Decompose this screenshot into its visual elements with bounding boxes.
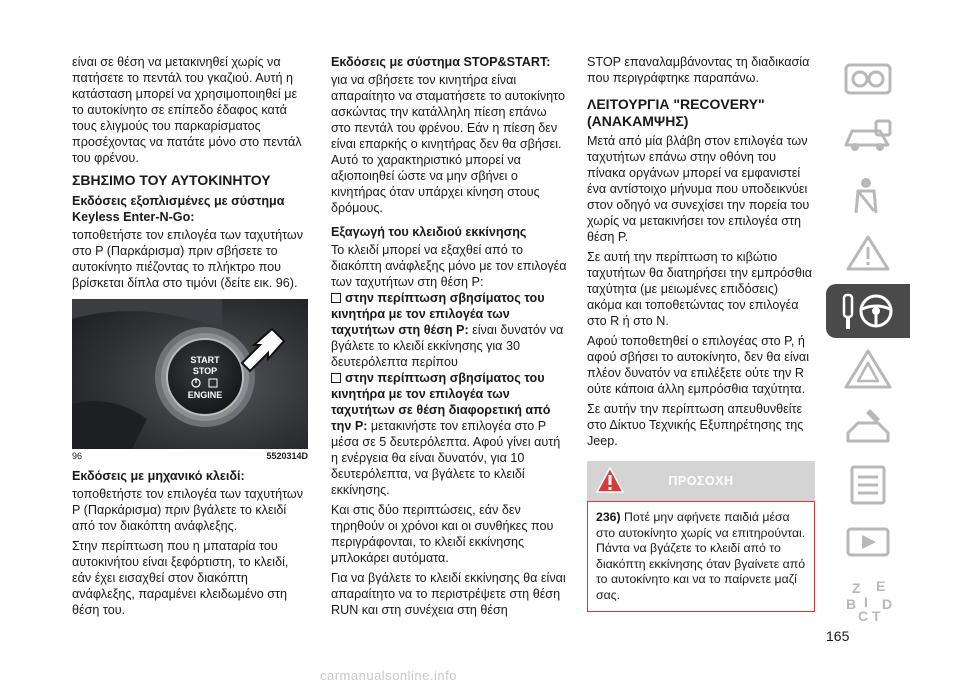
key-steering-wheel-icon	[838, 289, 898, 333]
tab-seatbelt[interactable]	[826, 168, 910, 222]
start-stop-button-figure	[72, 299, 308, 449]
page-number: 165	[826, 628, 850, 644]
bullet-item-other-position: στην περίπτωση σβησίματος του κινητήρα με τον επιλογέα των ταχυτήτων σε θέση διαφορετική από την P: μετακινήστε τον επιλογέα στο P μέσα σε 5 δευτερόλεπτα. Αφού γίνει αυτή η ενέργεια θα είναι δυνατόν, για 10 δευτερόλεπτα, να βγάλετε το κλειδί εκκίνησης.	[331, 371, 561, 497]
button-label-engine: ENGINE	[187, 390, 223, 400]
tab-safety[interactable]	[826, 110, 910, 164]
paragraph-key-extraction: Το κλειδί μπορεί να εξαχθεί από το διακόπτη ανάφλεξης μόνο με τον επιλογέα των ταχυτήτων στη θέση P:	[331, 243, 567, 289]
svg-text:E: E	[876, 578, 886, 594]
checkbox-bullet-icon	[331, 293, 341, 303]
start-stop-photo	[72, 299, 308, 449]
warning-header	[587, 461, 815, 501]
dashboard-car-icon	[840, 57, 896, 101]
svg-text:T: T	[872, 608, 881, 624]
button-label-start: START	[190, 355, 220, 365]
button-label-stop: STOP	[192, 366, 218, 376]
alphabetical-index-icon	[840, 577, 896, 625]
paragraph-recovery-1: Μετά από μία βλάβη στον επιλογέα των ταχυτήτων επάνω στην οθόνη του πίνακα οργάνων μπορεί να εμφανιστεί ένα αντίστοιχο μήνυμα που υποδεικνύει στον οδηγό να συνεχίσει την πορεία του χωρίς να μετακινήσει τον επιλογέα στη θέση P.	[587, 134, 810, 244]
tab-multimedia[interactable]	[826, 516, 910, 570]
paragraph-recovery-4: Σε αυτήν την περίπτωση απευθυνθείτε στο Δίκτυο Τεχνικής Εξυπηρέτησης της Jeep.	[587, 402, 804, 448]
paragraph-recovery-2: Σε αυτή την περίπτωση το κιβώτιο ταχυτήτων θα διατηρήσει την εμπρόσθια ταχύτητα (με μειωμένες επιδόσεις) ακόμα και τοποθετώντας τον επιλογέα στο R ή στο N.	[587, 250, 813, 328]
column-2	[331, 54, 567, 622]
svg-text:C: C	[858, 608, 869, 624]
tab-alphabetical-index[interactable]	[826, 574, 910, 628]
paragraph-battery: Στην περίπτωση που η μπαταρία του αυτοκινήτου είναι ξεφόρτιστη, το κλειδί, εάν έχει εισαχθεί στον διακόπτη ανάφλεξης, παραμένει κλειδωμένο στη θέση του.	[72, 539, 289, 617]
figure-caption	[72, 451, 308, 462]
bullet-item-p-position: στην περίπτωση σβησίματος του κινητήρα με τον επιλογέα των ταχυτήτων στη θέση P: είναι δυνατόν να βγάλετε το κλειδί εκκίνησης για 30 δευτερόλεπτα περίπου	[331, 291, 564, 369]
paragraph-mechanical-key: τοποθετήστε τον επιλογέα των ταχυτήτων P (Παρκάρισμα) πριν βγάλετε το κλειδί από τον διακόπτη ανάφλεξης.	[72, 487, 303, 533]
watermark: carmanualsonline.info	[320, 668, 457, 683]
warning-text: Ποτέ μην αφήνετε παιδιά μέσα στο αυτοκίνητο χωρίς να επιτηρούνται. Πάντα να βγάζετε το κλειδί από το διακόπτη εκκίνησης όταν βγαίνετε από το αυτοκίνητο και να το παίρνετε μαζί σας.	[596, 510, 806, 602]
figure-code: 5520314D	[266, 451, 308, 461]
chapter-sidebar	[826, 52, 910, 632]
svg-text:Z: Z	[852, 580, 861, 596]
tab-warnings[interactable]	[826, 226, 910, 280]
paragraph-keyless: τοποθετήστε τον επιλογέα των ταχυτήτων στο P (Παρκάρισμα) πριν σβήσετε το αυτοκίνητο πιέζοντας το πλήκτρο που βρίσκεται δίπλα στο τιμόνι (δείτε εικ. 96).	[72, 228, 303, 290]
warning-number: 236)	[596, 510, 621, 524]
column-1	[72, 54, 308, 622]
svg-text:D: D	[882, 596, 893, 612]
subhead-keyless: Εκδόσεις εξοπλισμένες με σύστημα Keyless Enter-N-Go:	[72, 194, 285, 224]
tab-dashboard[interactable]	[826, 52, 910, 106]
intro-paragraph: είναι σε θέση να μετακινηθεί χωρίς να πατήσετε το πεντάλ του γκαζιού. Αυτή η κατάσταση μπορεί να χρησιμοποιηθεί με το αυτοκίνητο σε επίπεδο έδαφος κατά τους ελιγμούς του παρκαρίσματος προσέχοντας να πατάτε μόνο στο πεντάλ του φρένου.	[72, 55, 302, 165]
warning-triangle-icon	[840, 231, 896, 275]
warning-body	[587, 501, 815, 612]
figure-number: 96	[72, 451, 83, 461]
technical-data-list-icon	[840, 463, 896, 507]
warning-exclamation-icon	[595, 466, 625, 496]
seatbelt-icon	[840, 173, 896, 217]
tab-emergency[interactable]	[826, 342, 910, 396]
svg-text:I: I	[864, 594, 868, 610]
subhead-stop-start: Εκδόσεις με σύστημα STOP&START:	[331, 55, 551, 69]
paragraph-recovery-3: Αφού τοποθετηθεί ο επιλογέας στο P, ή αφού σβήσει το αυτοκίνητο, δεν θα είναι πλέον δυνατόν να επιλέξετε ούτε την R ούτε κάποια άλλη εμπρόσθια ταχύτητα.	[587, 334, 809, 396]
section-heading-recovery: ΛΕΙΤΟΥΡΓΙΑ "RECOVERY" (ΑΝΑΚΑΜΨΗΣ)	[587, 96, 765, 129]
paragraph-stop-start: για να σβήσετε τον κινητήρα είναι απαραίτητο να σταματήσετε το αυτοκίνητο ασκώντας την κατάλληλη πίεση επάνω στο πεντάλ του φρένου. Εάν η πίεση δεν είναι επαρκής ο κινητήρας δεν θα σβήσει. Αυτό το χαρακτηριστικό μπορεί να αξιοποιηθεί ώστε να μην σβήνει ο κινητήρας όταν υπάρχει κίνηση στους δρόμους.	[331, 73, 565, 215]
subhead-key-extraction: Εξαγωγή του κλειδιού εκκίνησης	[331, 225, 527, 239]
checkbox-bullet-icon	[331, 373, 341, 383]
section-heading-engine-off: ΣΒΗΣΙΜΟ ΤΟΥ ΑΥΤΟΚΙΝΗΤΟΥ	[72, 172, 271, 188]
car-safety-icon	[840, 115, 896, 159]
tab-starting-driving[interactable]	[826, 284, 910, 338]
maintenance-wrench-icon	[840, 405, 896, 449]
subhead-mechanical-key: Εκδόσεις με μηχανικό κλειδί:	[72, 469, 245, 483]
warning-title: ΠΡΟΣΟΧΗ	[668, 474, 734, 488]
multimedia-icon	[840, 521, 896, 565]
column-3	[587, 54, 815, 612]
emergency-triangle-icon	[840, 347, 896, 391]
paragraph-remove-key: Για να βγάλετε το κλειδί εκκίνησης θα είναι απαραίτητο να το περιστρέψετε στη θέση RUN και στη συνέχεια στη θέση	[331, 571, 566, 617]
paragraph-both-cases: Και στις δύο περιπτώσεις, εάν δεν τηρηθούν οι χρόνοι και οι συνθήκες που περιγράφονται, το κλειδί εκκίνησης μπλοκάρει αυτόματα.	[331, 503, 554, 565]
tab-technical-data[interactable]	[826, 458, 910, 512]
warning-box	[587, 461, 815, 612]
tab-maintenance[interactable]	[826, 400, 910, 454]
svg-text:B: B	[846, 596, 857, 612]
paragraph-continued: STOP επαναλαμβάνοντας τη διαδικασία που περιγράφτηκε παραπάνω.	[587, 55, 810, 85]
